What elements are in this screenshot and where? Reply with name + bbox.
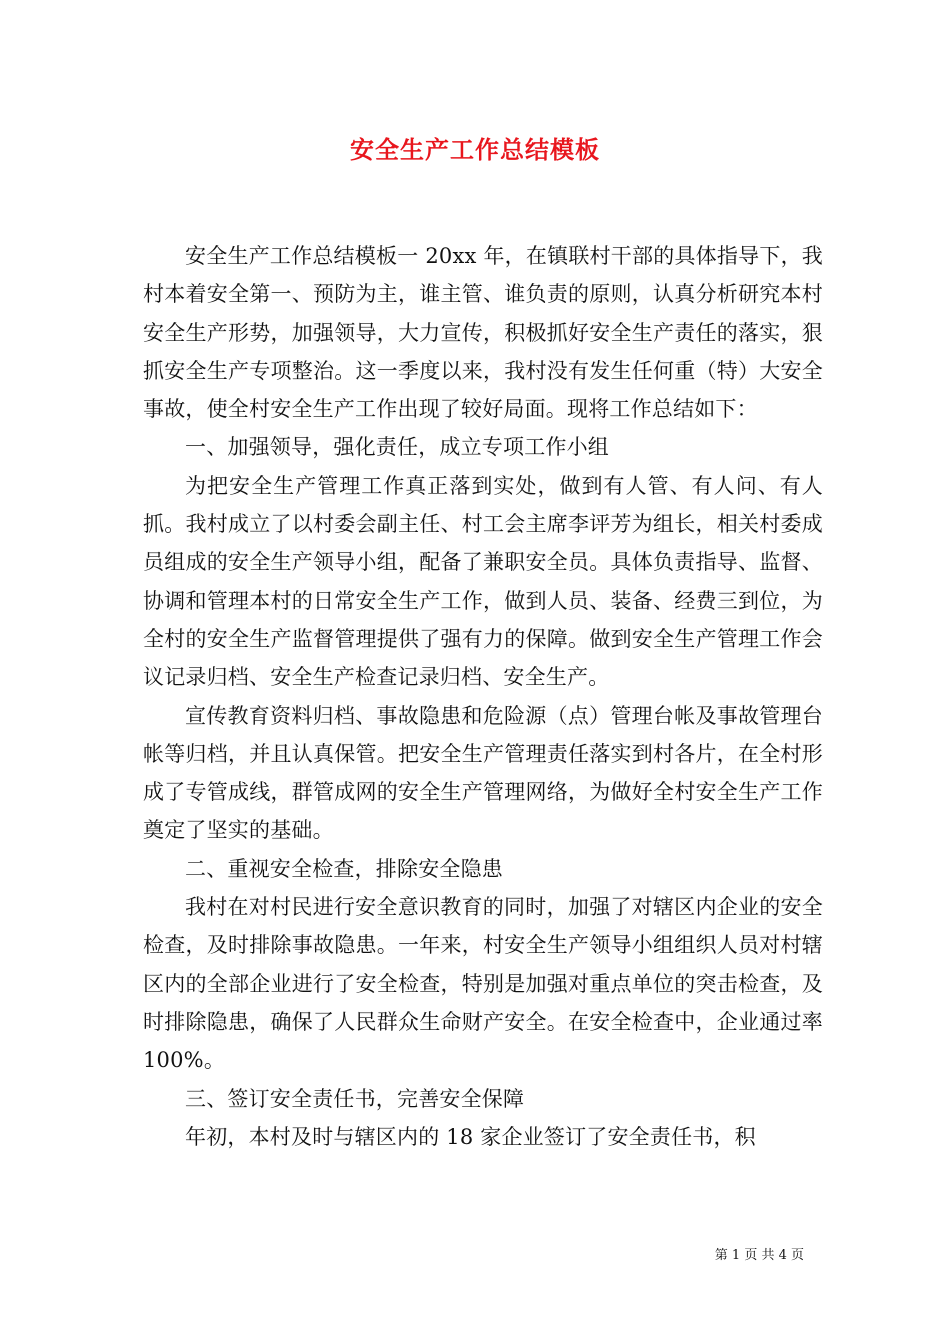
- paragraph-intro: 安全生产工作总结模板一 20xx 年，在镇联村干部的具体指导下，我村本着安全第一、预防为主，谁主管、谁负责的原则，认真分析研究本村安全生产形势，加强领导，大力宣传，积极抓好安全生产责任的落实，狠抓安全生产专项整治。这一季度以来，我村没有发生任何重（特）大安全事故，使全村安全生产工作出现了较好局面。现将工作总结如下：: [143, 244, 823, 422]
- paragraph-section-1-cont: 宣传教育资料归档、事故隐患和危险源（点）管理台帐及事故管理台帐等归档，并且认真保管。把安全生产管理责任落实到村各片，在全村形成了专管成线，群管成网的安全生产管理网络，为做好全村安全生产工作奠定了坚实的基础。: [143, 703, 823, 843]
- section-heading-3: 三、签订安全责任书，完善安全保障: [185, 1086, 525, 1111]
- document-title: 安全生产工作总结模板: [350, 136, 600, 164]
- paragraph-section-2: 我村在对村民进行安全意识教育的同时，加强了对辖区内企业的安全检查，及时排除事故隐患。一年来，村安全生产领导小组组织人员对村辖区内的全部企业进行了安全检查，特别是加强对重点单位的突击检查，及时排除隐患，确保了人民群众生命财产安全。在安全检查中，企业通过率 100%。: [143, 895, 823, 1073]
- document-body: [143, 237, 823, 1156]
- page-number-footer: 第 1 页 共 4 页: [714, 1248, 804, 1263]
- section-heading-1: 一、加强领导，强化责任，成立专项工作小组: [185, 435, 609, 460]
- paragraph-section-1: 为把安全生产管理工作真正落到实处，做到有人管、有人问、有人抓。我村成立了以村委会副主任、村工会主席李评芳为组长，相关村委成员组成的安全生产领导小组，配备了兼职安全员。具体负责指导、监督、协调和管理本村的日常安全生产工作，做到人员、装备、经费三到位，为全村的安全生产监督管理提供了强有力的保障。做到安全生产管理工作会议记录归档、安全生产检查记录归档、安全生产。: [143, 473, 823, 690]
- paragraph-section-3: 年初，本村及时与辖区内的 18 家企业签订了安全责任书，积: [185, 1124, 756, 1149]
- section-heading-2: 二、重视安全检查，排除安全隐患: [185, 856, 503, 881]
